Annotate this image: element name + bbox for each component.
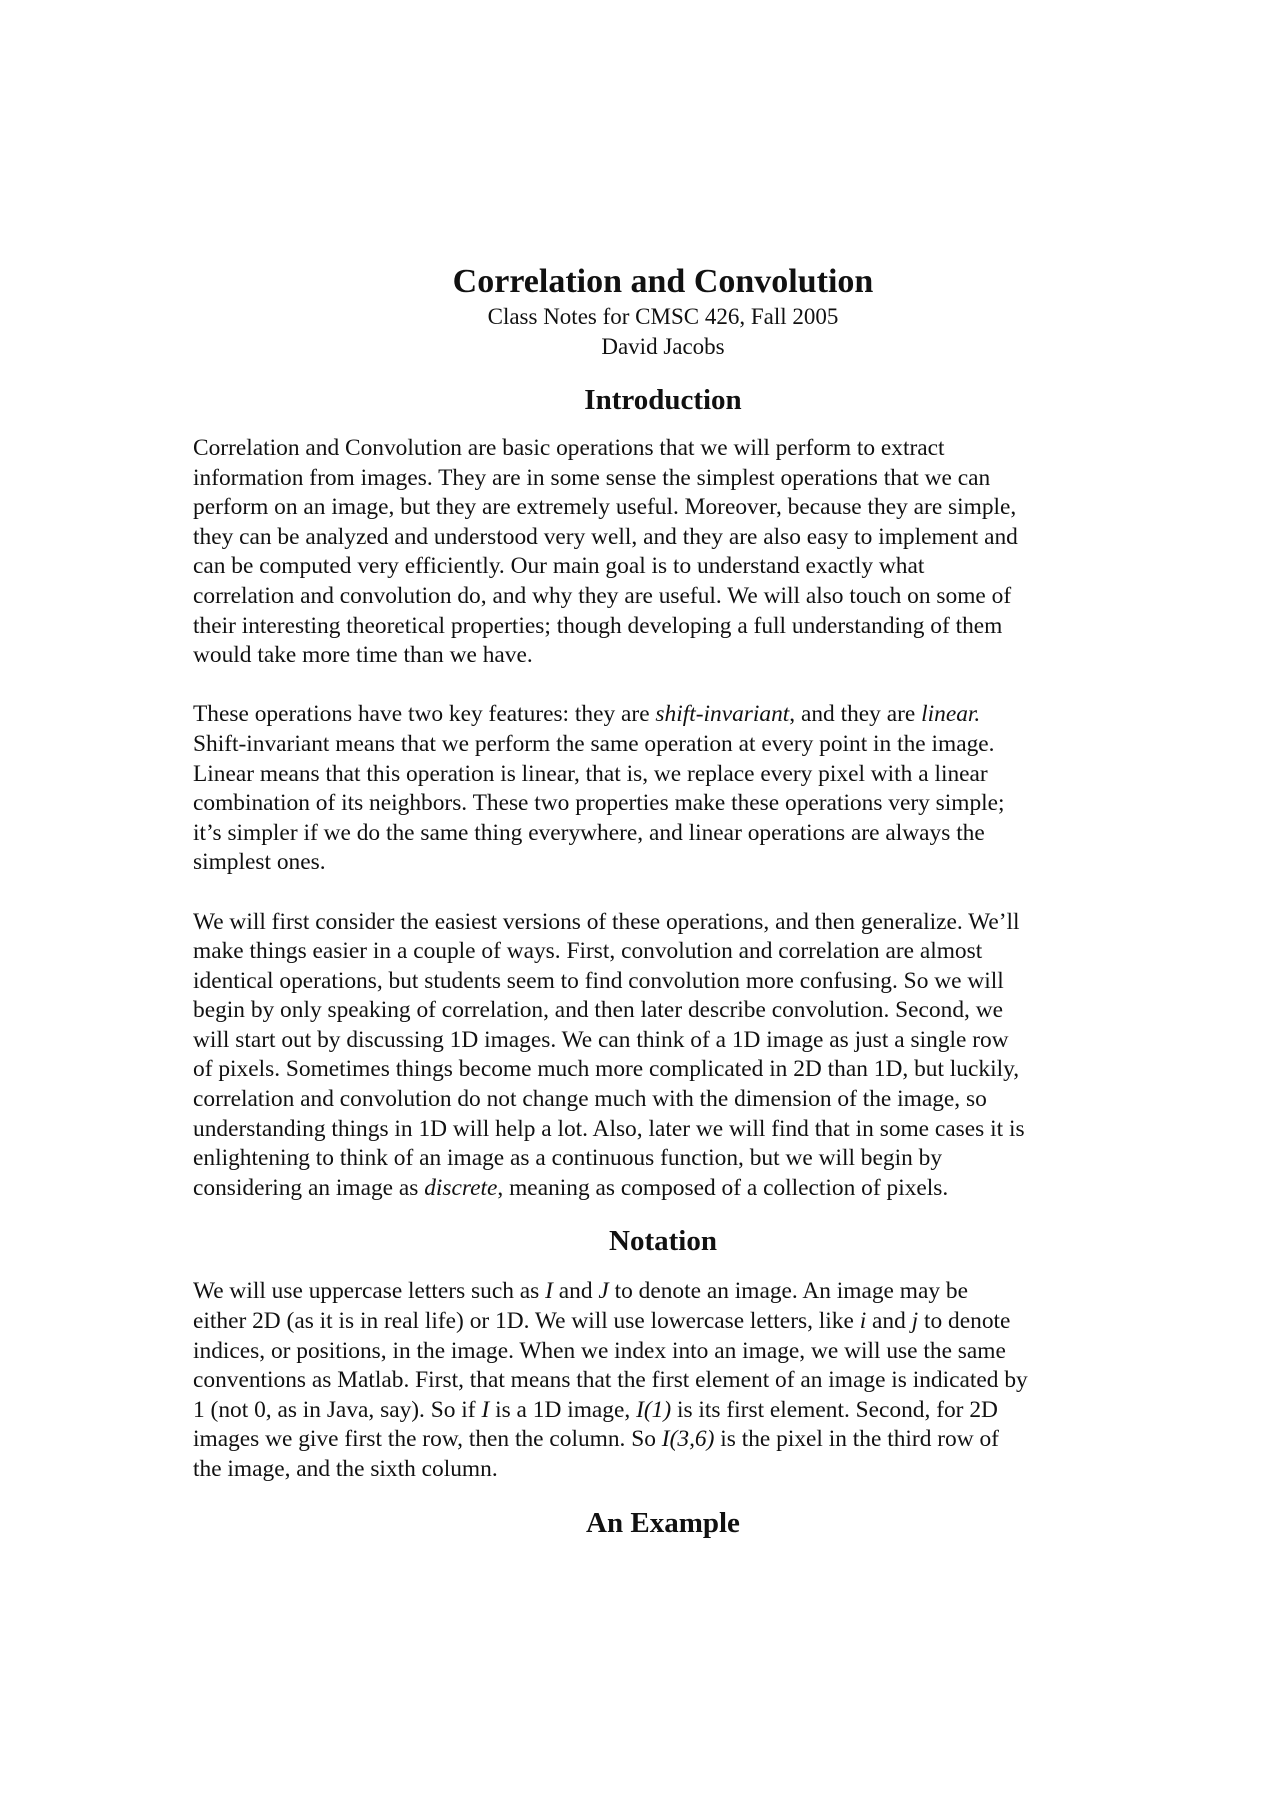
emphasis-variable: J — [598, 1278, 609, 1305]
text-line: of pixels. Sometimes things become much more complicated in 2D than 1D, but luckily, — [193, 1056, 1020, 1083]
text-run: to denote — [918, 1308, 1011, 1335]
section-heading-example: An Example — [586, 1506, 740, 1539]
text-run: , meaning as composed of a collection of pixels. — [497, 1174, 949, 1201]
text-line: will start out by discussing 1D images. We can think of a 1D image as just a single row — [193, 1026, 1009, 1053]
text-line: We will first consider the easiest versions of these operations, and then generalize. We’ll — [193, 908, 1020, 935]
text-line: correlation and convolution do not change much with the dimension of the image, so — [193, 1086, 987, 1113]
text-line: understanding things in 1D will help a lot. Also, later we will find that in some cases it is — [193, 1115, 1025, 1142]
text-line: would take more time than we have. — [193, 642, 533, 669]
emphasis-expression: I(3,6) — [661, 1426, 715, 1453]
text-run: These operations have two key features: they are — [193, 701, 656, 728]
document-subtitle: Class Notes for CMSC 426, Fall 2005 — [487, 304, 839, 329]
emphasis-variable: I — [481, 1396, 490, 1423]
text-line: correlation and convolution do, and why they are useful. We will also touch on some of — [193, 582, 1012, 609]
text-line: they can be analyzed and understood very well, and they are also easy to implement and — [193, 523, 1018, 550]
text-line — [193, 1396, 1133, 1426]
text-line: their interesting theoretical properties; though developing a full understanding of them — [193, 612, 1003, 639]
text-line: Correlation and Convolution are basic operations that we will perform to extract — [193, 435, 945, 461]
text-line: enlightening to think of an image as a continuous function, but we will begin by — [193, 1145, 943, 1172]
text-run: is the pixel in the third row of — [714, 1426, 999, 1453]
text-line — [193, 1277, 1133, 1307]
text-line: begin by only speaking of correlation, and then later describe convolution. Second, we — [193, 997, 1003, 1024]
text-line: Shift-invariant means that we perform the same operation at every point in the image. — [193, 730, 995, 757]
text-run: We will use uppercase letters such as — [193, 1278, 546, 1305]
emphasis-variable: j — [911, 1308, 919, 1335]
text-line: indices, or positions, in the image. When we index into an image, we will use the same — [193, 1337, 1006, 1364]
section-heading-notation: Notation — [609, 1225, 717, 1258]
emphasis-linear: linear. — [921, 701, 981, 728]
text-line: Linear means that this operation is linear, that is, we replace every pixel with a linear — [193, 760, 988, 787]
emphasis-shift-invariant: shift-invariant — [655, 701, 790, 728]
introduction-paragraph-3 — [193, 908, 1133, 1204]
text-run: images we give first the row, then the column. So — [193, 1426, 662, 1453]
text-run: 1 (not 0, as in Java, say). So if — [193, 1396, 482, 1423]
text-run: and — [552, 1278, 599, 1305]
text-line: it’s simpler if we do the same thing everywhere, and linear operations are always the — [193, 819, 985, 846]
text-line: can be computed very efficiently. Our main goal is to understand exactly what — [193, 553, 925, 580]
text-run: either 2D (as it is in real life) or 1D. We will use lowercase letters, like — [193, 1308, 860, 1335]
emphasis-expression: I(1) — [636, 1396, 672, 1423]
text-line — [193, 1425, 1133, 1455]
document-title: Correlation and Convolution — [452, 263, 874, 300]
document-author: David Jacobs — [601, 334, 725, 359]
emphasis-variable: I — [545, 1278, 553, 1305]
text-run: and — [866, 1308, 912, 1335]
introduction-paragraph-1 — [193, 434, 1133, 671]
text-line: identical operations, but students seem to find convolution more confusing. So we will — [193, 967, 1004, 994]
introduction-paragraph-2 — [193, 700, 1133, 878]
section-heading-introduction: Introduction — [584, 384, 742, 416]
emphasis-discrete: discrete — [424, 1174, 498, 1201]
text-line — [193, 700, 1133, 730]
notation-paragraph-1 — [193, 1277, 1133, 1484]
text-line: the image, and the sixth column. — [193, 1456, 498, 1482]
text-line — [193, 1174, 1133, 1204]
page-content — [193, 262, 1133, 1541]
text-run: is its first element. Second, for 2D — [671, 1396, 998, 1423]
text-line: simplest ones. — [193, 849, 326, 876]
text-run: considering an image as — [193, 1174, 425, 1201]
text-line — [193, 1307, 1133, 1337]
text-run: , and they are — [789, 701, 922, 728]
text-line: information from images. They are in some sense the simplest operations that we can — [193, 464, 991, 491]
emphasis-variable: i — [859, 1308, 867, 1335]
text-line: make things easier in a couple of ways. First, convolution and correlation are almost — [193, 938, 983, 965]
text-run: to denote an image. An image may be — [608, 1278, 968, 1305]
text-line: perform on an image, but they are extremely useful. Moreover, because they are simple, — [193, 494, 1017, 521]
text-line: combination of its neighbors. These two properties make these operations very simple; — [193, 790, 1005, 817]
text-run: is a 1D image, — [489, 1396, 637, 1423]
text-line: conventions as Matlab. First, that means that the first element of an image is indicated by — [193, 1367, 1028, 1394]
